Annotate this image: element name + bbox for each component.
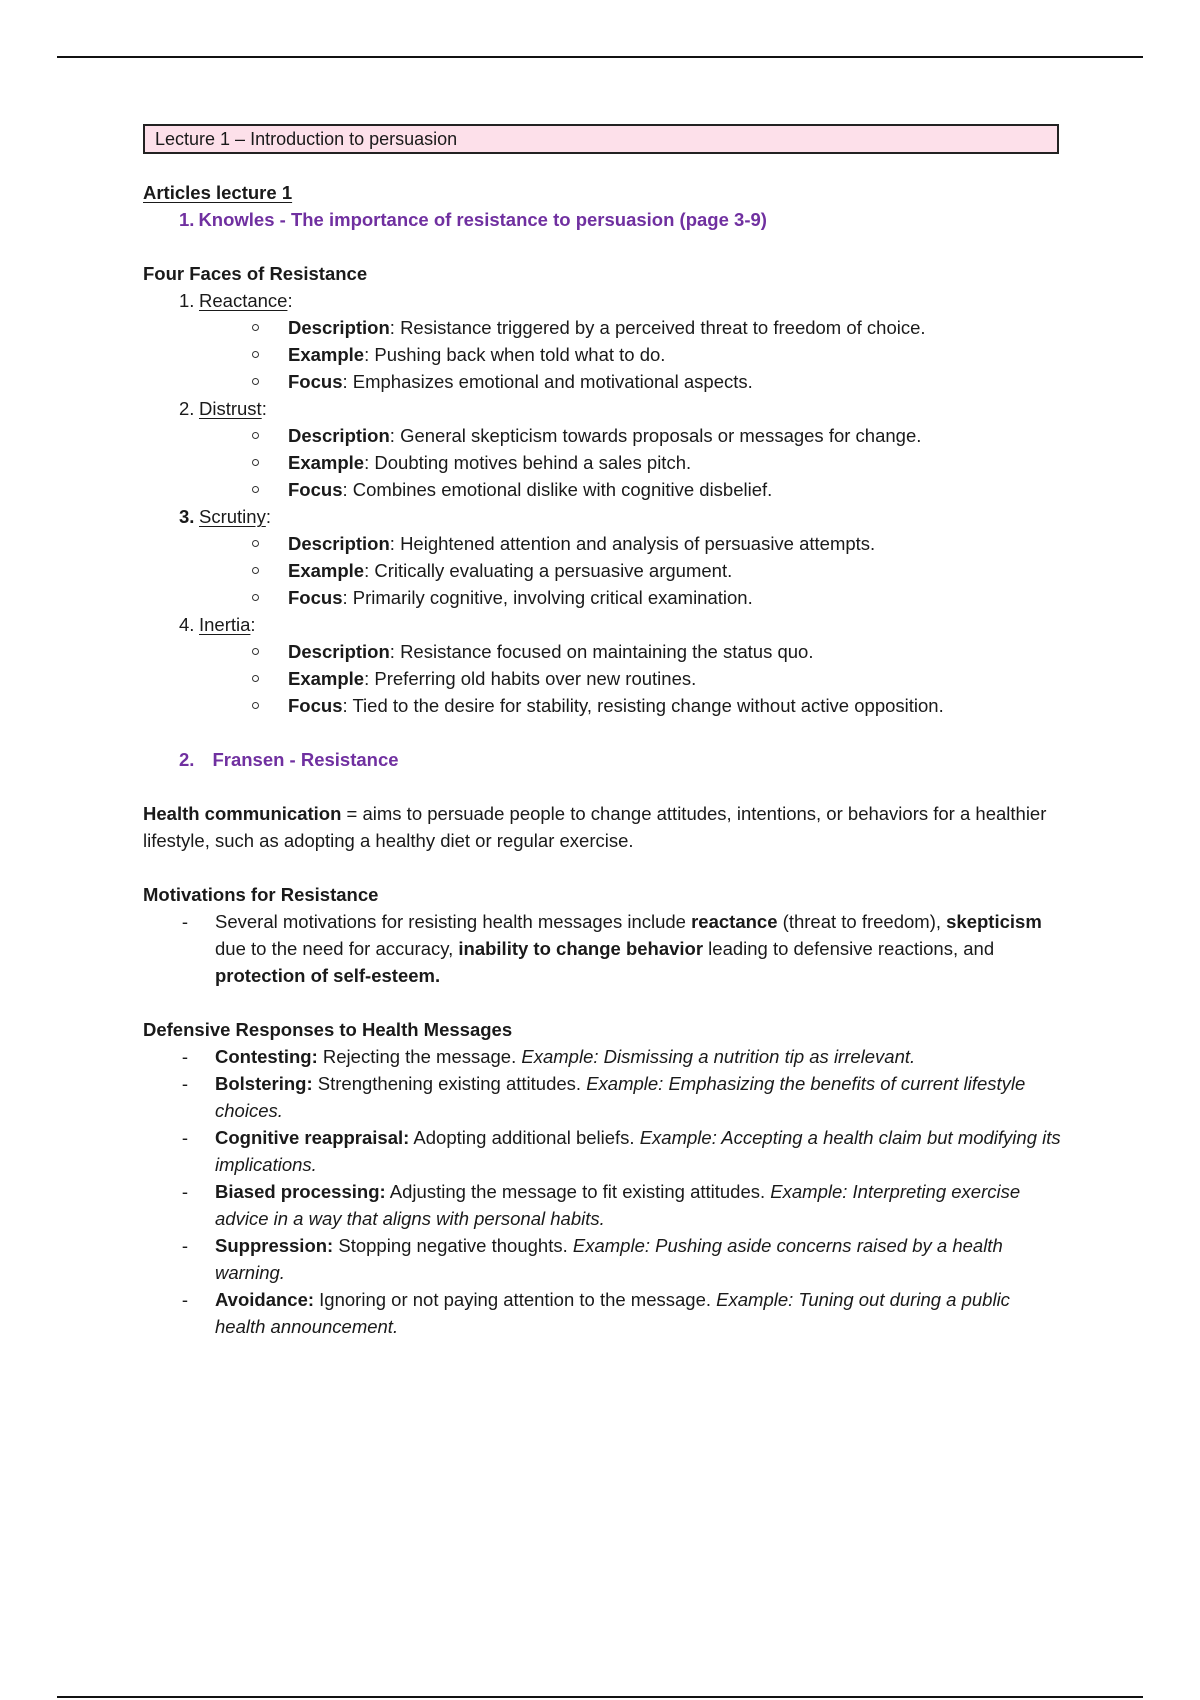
example-label: Example — [288, 344, 365, 365]
face-reactance — [179, 287, 1063, 314]
face-number: 1. — [179, 290, 195, 311]
list-item — [143, 665, 1063, 692]
circle-bullet-icon — [252, 324, 259, 331]
articles-heading: Articles lecture 1 — [143, 182, 293, 203]
colon: : — [364, 344, 370, 365]
list-item — [143, 1232, 1063, 1286]
circle-bullet-icon — [252, 540, 259, 547]
list-item — [143, 692, 1063, 719]
motivation-text: (threat to freedom), — [777, 911, 947, 932]
colon: : — [342, 587, 348, 608]
article-2-number: 2. — [179, 749, 195, 770]
health-definition: = aims to persuade people to change attitudes, intentions, or behaviors for a healthier lifestyle, such as adopting a healthy diet or regular exercise. — [143, 803, 1047, 851]
list-item — [143, 476, 1063, 503]
list-item — [143, 638, 1063, 665]
description-label: Description — [288, 425, 390, 446]
article-1-number: 1. — [179, 209, 195, 230]
motivation-term: inability to change behavior — [458, 938, 704, 959]
face-scrutiny — [179, 503, 1063, 530]
face-number: 3. — [179, 506, 195, 527]
response-text: Adopting additional beliefs. — [409, 1127, 640, 1148]
focus-text: Primarily cognitive, involving critical examination. — [352, 587, 753, 608]
list-item — [143, 449, 1063, 476]
colon: : — [389, 425, 395, 446]
circle-bullet-icon — [252, 594, 259, 601]
list-item — [143, 1124, 1063, 1178]
description-label: Description — [288, 533, 390, 554]
defensive-list — [143, 1043, 1063, 1340]
footer-rule — [57, 1696, 1143, 1698]
response-text: Ignoring or not paying attention to the message. — [314, 1289, 717, 1310]
response-text: Stopping negative thoughts. — [333, 1235, 573, 1256]
defensive-heading: Defensive Responses to Health Messages — [143, 1019, 513, 1040]
circle-bullet-icon — [252, 567, 259, 574]
circle-bullet-icon — [252, 459, 259, 466]
circle-bullet-icon — [252, 432, 259, 439]
face-name: Reactance — [199, 290, 288, 311]
response-text: Rejecting the message. — [317, 1046, 522, 1067]
colon: : — [342, 479, 348, 500]
colon: : — [364, 668, 370, 689]
colon: : — [389, 641, 395, 662]
document-body — [143, 124, 1063, 1340]
response-text: Strengthening existing attitudes. — [312, 1073, 587, 1094]
colon: : — [364, 452, 370, 473]
dash-bullet-icon: - — [181, 1046, 189, 1067]
example-label: Example — [288, 668, 365, 689]
response-example: Example: Emphasizing the benefits of current lifestyle choices. — [215, 1073, 1026, 1121]
description-text: General skepticism towards proposals or messages for change. — [400, 425, 922, 446]
dash-bullet-icon: - — [181, 1235, 189, 1256]
dash-bullet-icon: - — [181, 1073, 189, 1094]
face-name: Inertia — [199, 614, 251, 635]
example-text: Critically evaluating a persuasive argument. — [374, 560, 733, 581]
colon: : — [265, 506, 271, 527]
article-2-title — [179, 746, 1063, 773]
response-example: Example: Accepting a health claim but modifying its implications. — [215, 1127, 1061, 1175]
response-term: Bolstering: — [215, 1073, 313, 1094]
description-text: Heightened attention and analysis of persuasive attempts. — [400, 533, 876, 554]
response-example: Example: Dismissing a nutrition tip as irrelevant. — [521, 1046, 916, 1067]
face-name: Distrust — [199, 398, 262, 419]
example-label: Example — [288, 560, 365, 581]
list-item — [143, 1070, 1063, 1124]
motivation-text: leading to defensive reactions, and — [703, 938, 995, 959]
focus-label: Focus — [288, 371, 343, 392]
face-reactance-details — [143, 314, 1063, 395]
focus-label: Focus — [288, 479, 343, 500]
example-text: Pushing back when told what to do. — [374, 344, 666, 365]
focus-text: Emphasizes emotional and motivational aspects. — [352, 371, 753, 392]
dash-bullet-icon: - — [181, 1127, 189, 1148]
response-term: Cognitive reappraisal: — [215, 1127, 410, 1148]
dash-bullet-icon: - — [181, 1181, 189, 1202]
example-text: Preferring old habits over new routines. — [374, 668, 697, 689]
face-inertia-details — [143, 638, 1063, 719]
motivations-list — [143, 908, 1063, 989]
circle-bullet-icon — [252, 648, 259, 655]
response-text: Adjusting the message to fit existing attitudes. — [385, 1181, 771, 1202]
header-rule — [57, 56, 1143, 58]
response-term: Suppression: — [215, 1235, 334, 1256]
face-number: 4. — [179, 614, 195, 635]
spacer — [143, 719, 1063, 746]
circle-bullet-icon — [252, 702, 259, 709]
description-label: Description — [288, 641, 390, 662]
face-number: 2. — [179, 398, 195, 419]
colon: : — [389, 317, 395, 338]
motivation-term: reactance — [691, 911, 778, 932]
list-item — [143, 1043, 1063, 1070]
response-term: Avoidance: — [215, 1289, 315, 1310]
response-example: Example: Interpreting exercise advice in a way that aligns with personal habits. — [215, 1181, 1021, 1229]
response-example: Example: Tuning out during a public health announcement. — [215, 1289, 1010, 1337]
motivation-text: Several motivations for resisting health messages include — [215, 911, 692, 932]
dash-bullet-icon: - — [181, 1289, 189, 1310]
spacer — [143, 773, 1063, 800]
article-1-title — [179, 206, 1063, 233]
response-term: Contesting: — [215, 1046, 318, 1067]
face-scrutiny-details — [143, 530, 1063, 611]
face-name: Scrutiny — [199, 506, 266, 527]
motivations-heading: Motivations for Resistance — [143, 884, 379, 905]
circle-bullet-icon — [252, 675, 259, 682]
list-item — [143, 1178, 1063, 1232]
list-item — [143, 422, 1063, 449]
four-faces-heading: Four Faces of Resistance — [143, 263, 368, 284]
focus-text: Combines emotional dislike with cognitive disbelief. — [352, 479, 773, 500]
circle-bullet-icon — [252, 486, 259, 493]
list-item — [143, 530, 1063, 557]
description-text: Resistance focused on maintaining the status quo. — [400, 641, 814, 662]
example-label: Example — [288, 452, 365, 473]
health-communication-definition — [143, 800, 1063, 854]
motivation-term: skepticism — [946, 911, 1042, 932]
example-text: Doubting motives behind a sales pitch. — [374, 452, 692, 473]
colon: : — [261, 398, 267, 419]
list-item — [143, 1286, 1063, 1340]
article-2-text: Fransen - Resistance — [212, 749, 399, 770]
face-distrust — [179, 395, 1063, 422]
focus-label: Focus — [288, 695, 343, 716]
health-term: Health communication — [143, 803, 342, 824]
response-term: Biased processing: — [215, 1181, 386, 1202]
colon: : — [250, 614, 256, 635]
motivation-text: due to the need for accuracy, — [215, 938, 459, 959]
list-item — [143, 314, 1063, 341]
colon: : — [364, 560, 370, 581]
face-distrust-details — [143, 422, 1063, 503]
colon: : — [342, 371, 348, 392]
focus-label: Focus — [288, 587, 343, 608]
lecture-title-box: Lecture 1 – Introduction to persuasion — [143, 124, 1059, 154]
list-item — [143, 368, 1063, 395]
response-example: Example: Pushing aside concerns raised by a health warning. — [215, 1235, 1003, 1283]
focus-text: Tied to the desire for stability, resisting change without active opposition. — [352, 695, 944, 716]
list-item — [143, 557, 1063, 584]
colon: : — [342, 695, 348, 716]
circle-bullet-icon — [252, 378, 259, 385]
motivation-term: protection of self-esteem. — [215, 965, 441, 986]
description-label: Description — [288, 317, 390, 338]
list-item — [143, 341, 1063, 368]
description-text: Resistance triggered by a perceived threat to freedom of choice. — [400, 317, 926, 338]
colon: : — [389, 533, 395, 554]
face-inertia — [179, 611, 1063, 638]
article-1-text: Knowles - The importance of resistance to persuasion (page 3-9) — [198, 209, 767, 230]
list-item — [143, 584, 1063, 611]
circle-bullet-icon — [252, 351, 259, 358]
dash-bullet-icon: - — [181, 911, 189, 932]
colon: : — [287, 290, 293, 311]
list-item — [143, 908, 1063, 989]
